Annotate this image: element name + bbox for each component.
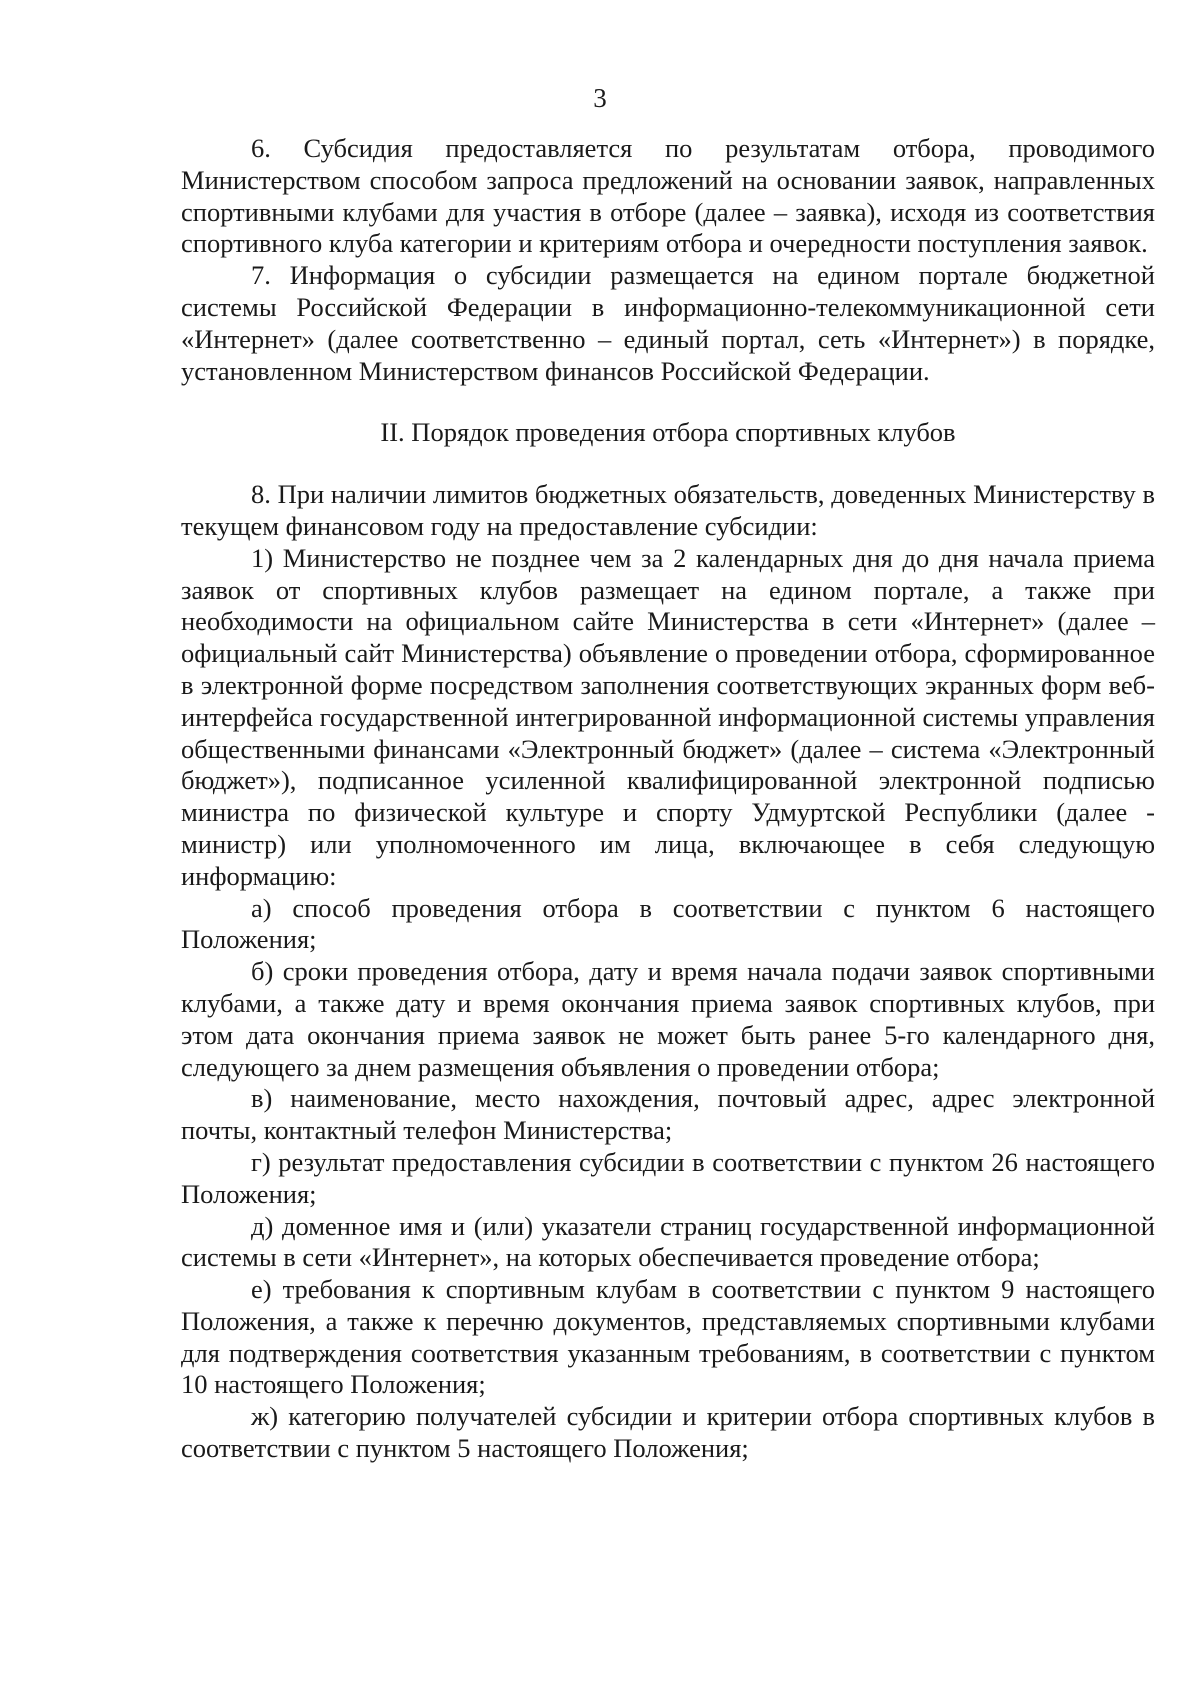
paragraph-7: 7. Информация о субсидии размещается на едином портале бюджетной системы Российской Федерации в информационно-телекоммуникационной сети «Интернет» (далее соответственно – единый портал, сеть «Интернет») в порядке, установленном Министерством финансов Российской Федерации. [181,260,1155,386]
item-e: е) требования к спортивным клубам в соответствии с пунктом 9 настоящего Положения, а также к перечню документов, представляемых спортивными клубами для подтверждения соответствия указанным требованиям, в соответствии с пунктом 10 настоящего Положения; [181,1274,1155,1400]
paragraph-6: 6. Субсидия предоставляется по результатам отбора, проводимого Министерством способом запроса предложений на основании заявок, направленных спортивными клубами для участия в отборе (далее – заявка), исходя из соответствия спортивного клуба категории и критериям отбора и очередности поступления заявок. [181,133,1155,259]
item-a: а) способ проведения отбора в соответствии с пунктом 6 настоящего Положения; [181,892,1155,955]
item-zh: ж) категорию получателей субсидии и критерии отбора спортивных клубов в соответствии с пунктом 5 настоящего Положения; [181,1401,1155,1464]
subparagraph-1: 1) Министерство не позднее чем за 2 календарных дня до дня начала приема заявок от спортивных клубов размещает на едином портале, а также при необходимости на официальном сайте Министерства в сети «Интернет» (далее – официальный сайт Министерства) объявление о проведении отбора, сформированное в электронной форме посредством заполнения соответствующих экранных форм веб-интерфейса государственной интегрированной информационной системы управления общественными финансами «Электронный бюджет» (далее – система «Электронный бюджет»), подписанное усиленной квалифицированной электронной подписью министра по физической культуре и спорту Удмуртской Республики (далее - министр) или уполномоченного им лица, включающее в себя следующую информацию: [181,542,1155,891]
paragraph-8: 8. При наличии лимитов бюджетных обязательств, доведенных Министерству в текущем финансовом году на предоставление субсидии: [181,479,1155,541]
item-d: д) доменное имя и (или) указатели страниц государственной информационной системы в сети «Интернет», на которых обеспечивается проведение отбора; [181,1210,1155,1273]
item-v: в) наименование, место нахождения, почтовый адрес, адрес электронной почты, контактный телефон Министерства; [181,1083,1155,1146]
item-g: г) результат предоставления субсидии в соответствии с пунктом 26 настоящего Положения; [181,1146,1155,1209]
page-number: 3 [593,83,607,113]
document-body [181,133,1155,1465]
item-b: б) сроки проведения отбора, дату и время начала подачи заявок спортивными клубами, а также дату и время окончания приема заявок спортивных клубов, при этом дата окончания приема заявок не может быть ранее 5-го календарного дня, следующего за днем размещения объявления о проведении отбора; [181,956,1155,1082]
section-heading: II. Порядок проведения отбора спортивных клубов [380,417,956,448]
